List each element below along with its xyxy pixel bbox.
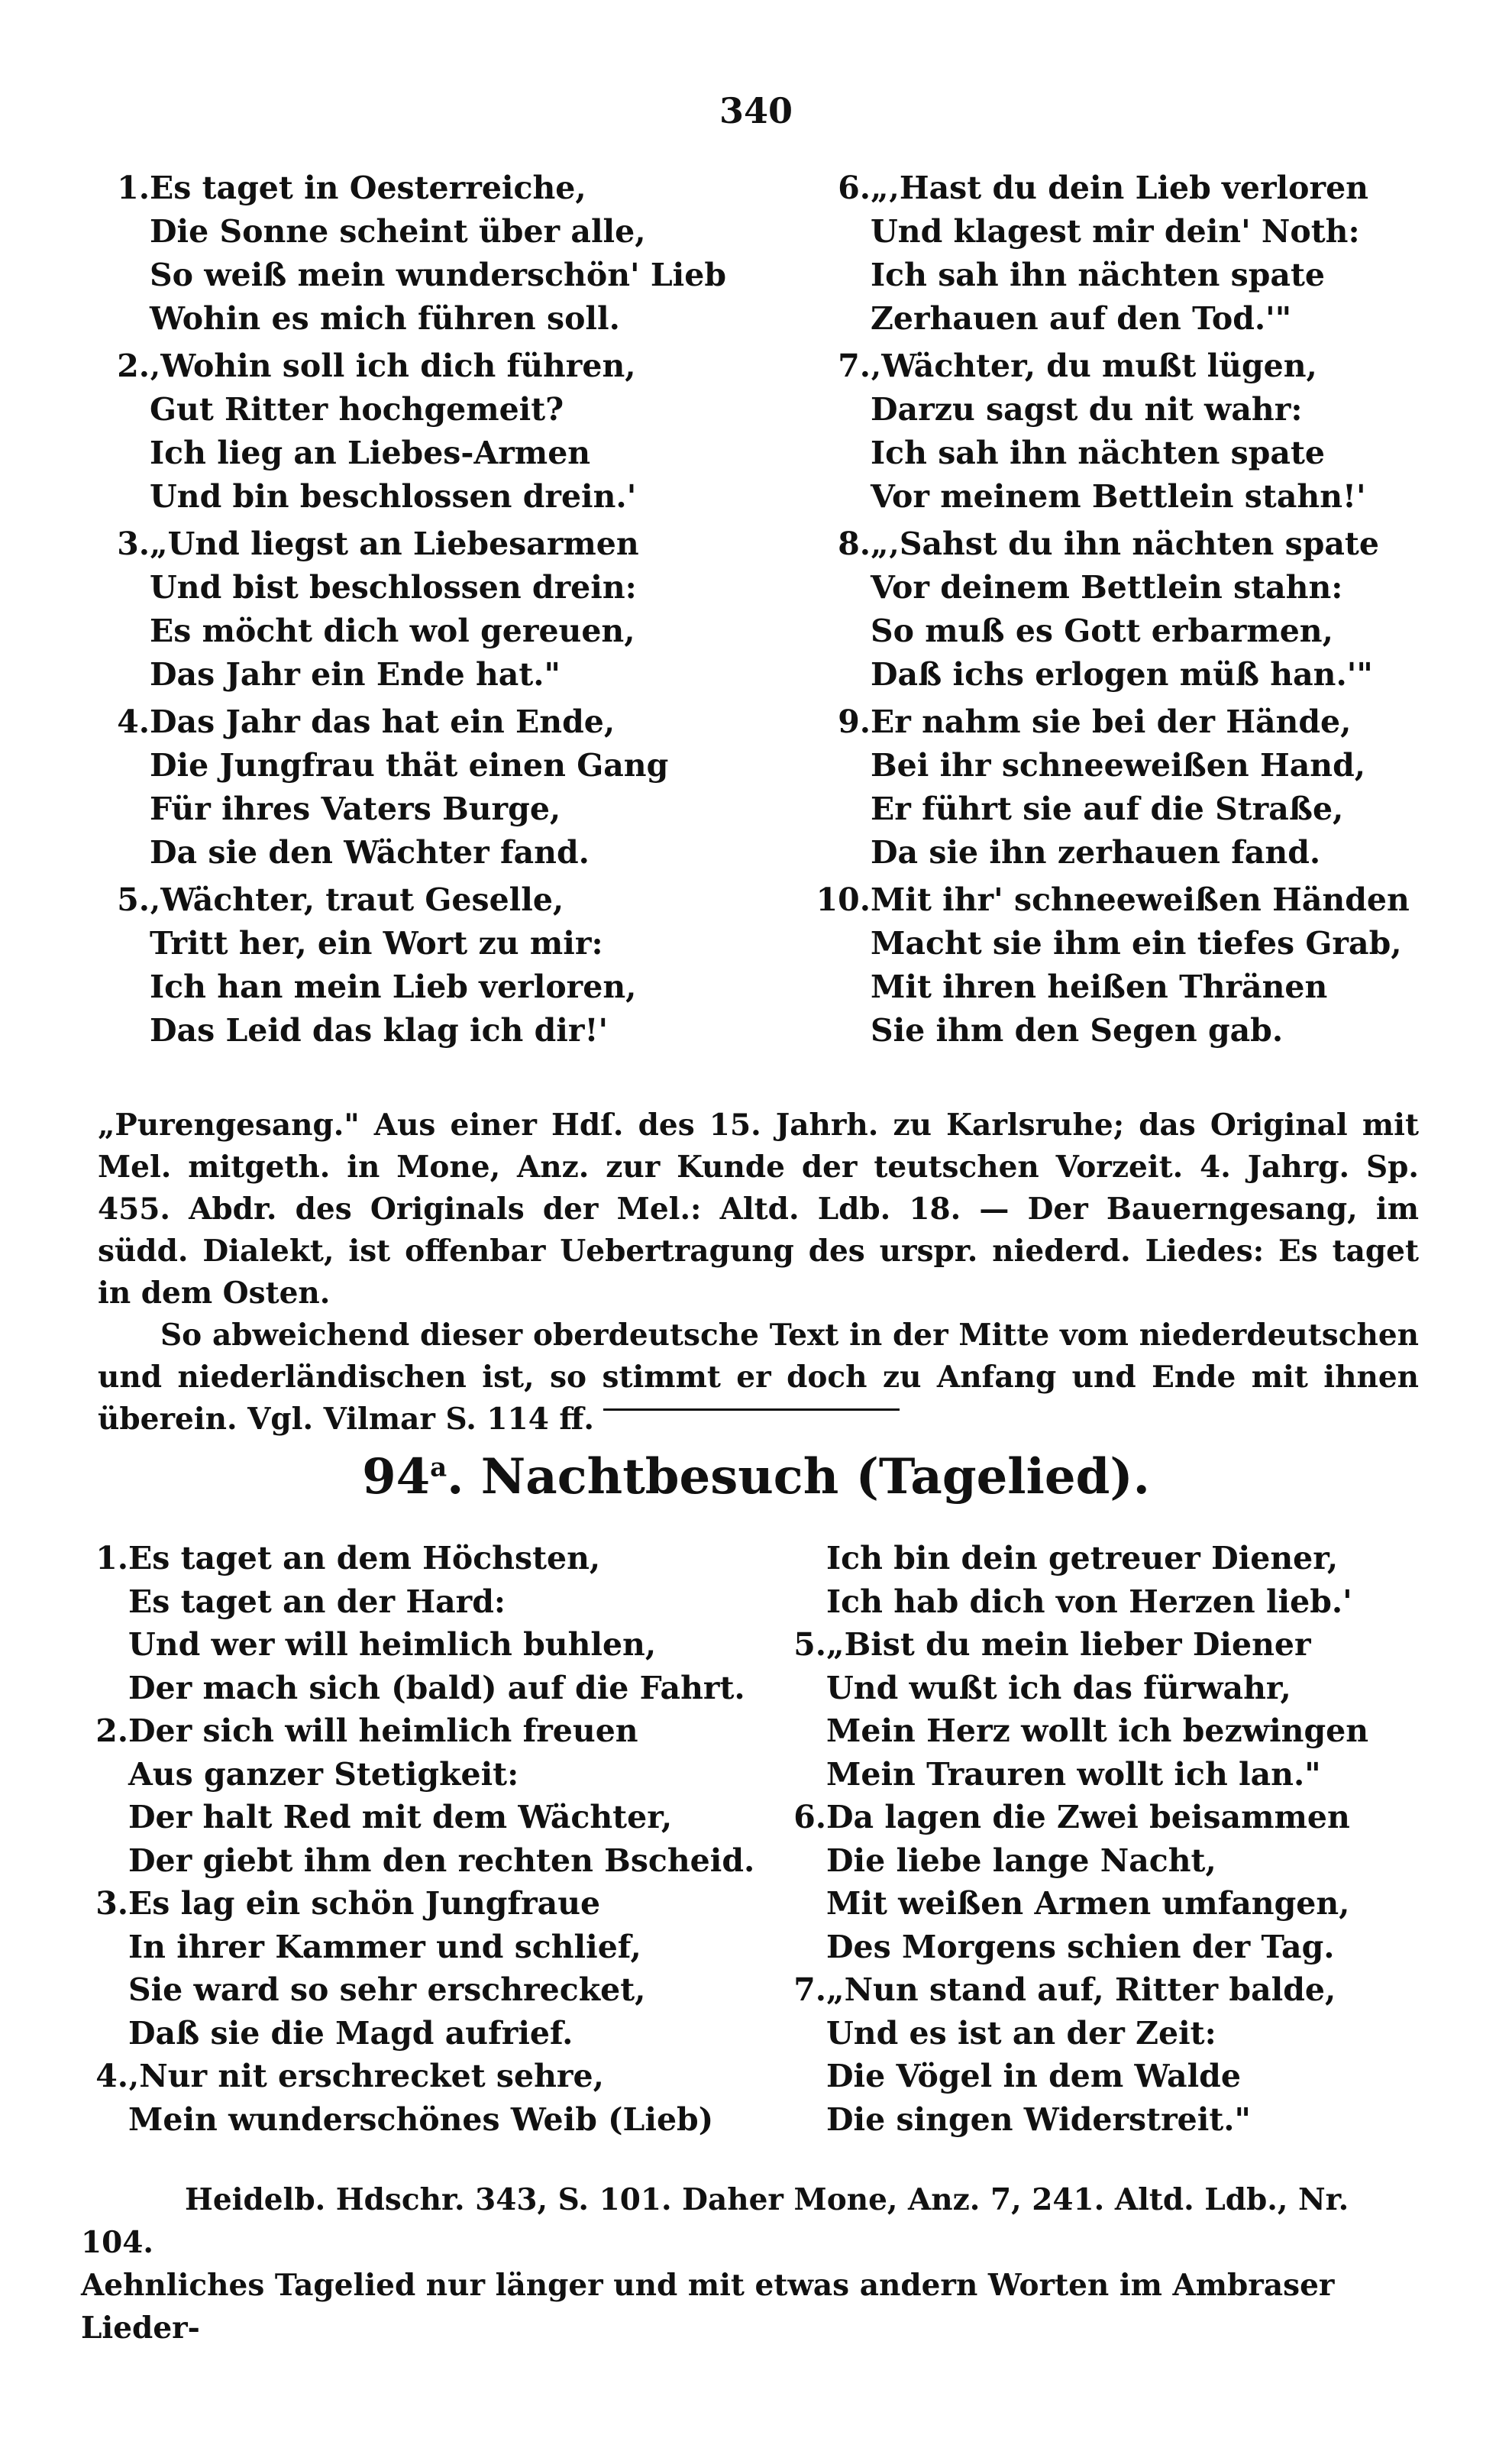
verse-line xyxy=(81,1709,754,1753)
stanza-number: 1. xyxy=(95,1540,128,1576)
verse-text: Und es ist an der Zeit: xyxy=(826,2014,1216,2052)
verse-text: Bei ihr schneeweißen Hand, xyxy=(871,747,1366,784)
stanza xyxy=(81,1882,754,2055)
verse-text: Sie ihm den Segen gab. xyxy=(871,1012,1284,1049)
verse-text: ‚Wächter, traut Geselle, xyxy=(150,881,564,918)
verse-line xyxy=(81,1839,754,1883)
verse-line xyxy=(98,297,726,341)
heading-number: 94 xyxy=(362,1448,431,1505)
verse-line xyxy=(787,432,1410,475)
stanza-number: 4. xyxy=(95,2058,128,2094)
verse-text: Das Jahr das hat ein Ende, xyxy=(150,703,615,740)
verse-text: Der halt Red mit dem Wächter, xyxy=(128,1799,673,1835)
verse-text: Ich bin dein getreuer Diener, xyxy=(826,1540,1339,1576)
verse-text: „‚Hast du dein Lieb verloren xyxy=(871,170,1368,206)
verse-line xyxy=(779,2055,1368,2098)
verse-line xyxy=(787,344,1410,388)
verse-line xyxy=(81,1623,754,1667)
verse-line xyxy=(81,1926,754,1969)
heading-title: . Nachtbesuch (Tagelied). xyxy=(447,1448,1150,1505)
verse-line xyxy=(787,831,1410,875)
verse-line xyxy=(787,167,1410,210)
verse-text: Die singen Widerstreit." xyxy=(826,2100,1251,2138)
verse-line xyxy=(98,475,726,519)
verse-text: Die Vögel in dem Walde xyxy=(826,2058,1241,2094)
verse-text: Wohin es mich führen soll. xyxy=(150,300,620,337)
verse-text: ‚Wächter, du mußt lügen, xyxy=(871,348,1317,384)
verse-line xyxy=(779,1753,1368,1796)
verse-text: Mit ihr' schneeweißen Händen xyxy=(871,881,1410,918)
verse-line xyxy=(787,700,1410,744)
stanza-number: 1. xyxy=(117,170,150,206)
verse-line xyxy=(779,1796,1368,1839)
source-line-1: Heidelb. Hdschr. 343, S. 101. Daher Mone, Anz. 7, 241. Altd. Ldb., Nr. 104. xyxy=(81,2182,1349,2260)
stanza-number: 7. xyxy=(838,348,871,384)
commentary-paragraph-1: „Purengesang." Aus einer Hdſ. des 15. Jahrh. zu Karlsruhe; das Original mit Mel. mitgeth. in Mone, Anz. zur Kunde der teutschen Vorzeit. 4. Jahrg. Sp. 455. Abdr. des Originals der Mel.: Altd. Ldb. 18. — Der Bauerngesang, im südd. Dialekt, ist offenbar Uebertragung des urspr. niederd. Liedes: Es taget in dem Osten. xyxy=(98,1108,1419,1311)
verse-line xyxy=(779,1537,1368,1580)
stanza xyxy=(98,344,726,519)
verse-line xyxy=(81,1882,754,1926)
verse-text: Für ihres Vaters Burge, xyxy=(150,791,561,827)
commentary-paragraph-2: So abweichend dieser oberdeutsche Text in der Mitte vom niederdeutschen und niederländischen ist, so stimmt er doch zu Anfang und Ende mit ihnen überein. Vgl. Vilmar S. 114 ff. xyxy=(98,1318,1419,1437)
verse-text: ‚Wohin soll ich dich führen, xyxy=(150,348,636,384)
verse-text: Ich sah ihn nächten spate xyxy=(871,435,1326,471)
verse-line xyxy=(98,388,726,432)
stanza xyxy=(787,522,1410,697)
verse-text: Tritt her, ein Wort zu mir: xyxy=(150,925,603,962)
verse-line xyxy=(787,1009,1410,1053)
poem2-column-left xyxy=(81,1537,754,2141)
verse-text: Des Morgens schien der Tag. xyxy=(826,1928,1335,1965)
verse-line xyxy=(98,653,726,697)
verse-text: ‚Nur nit erschrecket sehre, xyxy=(128,2058,604,2094)
verse-line xyxy=(779,1968,1368,2012)
verse-line xyxy=(787,254,1410,297)
stanza-number: 5. xyxy=(793,1626,826,1663)
page-number: 340 xyxy=(719,90,793,131)
verse-text: Aus ganzer Stetigkeit: xyxy=(128,1755,519,1793)
verse-line xyxy=(98,167,726,210)
verse-text: Und klagest mir dein' Noth: xyxy=(871,213,1360,250)
verse-line xyxy=(779,2098,1368,2142)
verse-line xyxy=(81,2055,754,2098)
section-heading xyxy=(0,1448,1512,1505)
stanza-number: 9. xyxy=(838,703,871,740)
verse-line xyxy=(779,1926,1368,1969)
verse-line xyxy=(779,1667,1368,1710)
verse-line xyxy=(779,2012,1368,2055)
verse-line xyxy=(787,922,1410,965)
verse-text: Es taget an dem Höchsten, xyxy=(128,1540,601,1576)
stanza xyxy=(81,1537,754,1709)
stanza xyxy=(787,878,1410,1053)
section-divider xyxy=(603,1408,900,1411)
verse-text: „Und liegst an Liebesarmen xyxy=(150,525,639,562)
verse-line xyxy=(98,254,726,297)
verse-line xyxy=(98,922,726,965)
stanza-number: 2. xyxy=(95,1712,128,1749)
poem-column-left xyxy=(98,167,726,1053)
verse-line xyxy=(787,566,1410,610)
verse-line xyxy=(787,878,1410,922)
verse-line xyxy=(81,1753,754,1796)
verse-line xyxy=(787,522,1410,566)
stanza xyxy=(779,1623,1368,1796)
stanza xyxy=(779,1968,1368,2141)
stanza xyxy=(779,1537,1368,1623)
verse-line xyxy=(787,787,1410,831)
verse-line xyxy=(98,1009,726,1053)
verse-line xyxy=(787,610,1410,653)
verse-line xyxy=(779,1839,1368,1883)
verse-line xyxy=(81,2098,754,2142)
verse-text: So muß es Gott erbarmen, xyxy=(871,613,1333,649)
verse-text: Die Jungfrau thät einen Gang xyxy=(150,747,669,784)
stanza xyxy=(98,167,726,341)
source-line-2: Aehnliches Tagelied nur länger und mit etwas andern Worten im Ambraser Lieder- xyxy=(81,2268,1335,2346)
verse-text: Und wer will heimlich buhlen, xyxy=(128,1626,657,1663)
verse-line xyxy=(98,965,726,1009)
verse-line xyxy=(787,653,1410,697)
verse-text: Vor deinem Bettlein stahn: xyxy=(871,569,1343,606)
verse-line xyxy=(98,700,726,744)
commentary-note xyxy=(98,1104,1419,1441)
stanza-number: 7. xyxy=(793,1971,826,2008)
verse-text: Ich lieg an Liebes-Armen xyxy=(150,435,591,471)
verse-text: Darzu sagst du nit wahr: xyxy=(871,391,1303,428)
verse-line xyxy=(787,297,1410,341)
stanza xyxy=(98,878,726,1053)
verse-line xyxy=(98,787,726,831)
stanza-number: 5. xyxy=(117,881,150,918)
verse-text: Zerhauen auf den Tod.'" xyxy=(871,300,1292,337)
stanza-number: 2. xyxy=(117,348,150,384)
verse-text: Die Sonne scheint über alle, xyxy=(150,213,646,250)
verse-text: Vor meinem Bettlein stahn!' xyxy=(871,478,1366,515)
stanza-number: 6. xyxy=(838,170,871,206)
stanza xyxy=(98,522,726,697)
verse-line xyxy=(81,1667,754,1710)
verse-text: Ich han mein Lieb verloren, xyxy=(150,969,637,1005)
verse-line xyxy=(787,965,1410,1009)
stanza-number: 4. xyxy=(117,703,150,740)
verse-text: Daß sie die Magd aufrief. xyxy=(128,2014,573,2052)
stanza-number: 8. xyxy=(838,525,871,562)
verse-line xyxy=(98,831,726,875)
verse-text: Die liebe lange Nacht, xyxy=(826,1842,1216,1879)
verse-line xyxy=(98,522,726,566)
verse-text: Er nahm sie bei der Hände, xyxy=(871,703,1352,740)
verse-line xyxy=(98,878,726,922)
verse-text: Das Jahr ein Ende hat." xyxy=(150,656,561,693)
verse-line xyxy=(779,1882,1368,1926)
verse-line xyxy=(98,344,726,388)
verse-text: Und bin beschlossen drein.' xyxy=(150,478,637,515)
verse-text: Mein Trauren wollt ich lan." xyxy=(826,1755,1321,1793)
stanza xyxy=(81,2055,754,2141)
verse-text: Das Leid das klag ich dir!' xyxy=(150,1012,609,1049)
verse-text: Daß ichs erlogen müß han.'" xyxy=(871,656,1373,693)
stanza-number: 10. xyxy=(816,881,871,918)
verse-text: Der sich will heimlich freuen xyxy=(128,1712,638,1749)
verse-text: Mein wunderschönes Weib (Lieb) xyxy=(128,2100,714,2138)
verse-text: Der giebt ihm den rechten Bscheid. xyxy=(128,1842,755,1879)
verse-line xyxy=(779,1623,1368,1667)
verse-text: Sie ward so sehr erschrecket, xyxy=(128,1971,646,2008)
source-note xyxy=(81,2178,1419,2349)
stanza-number: 3. xyxy=(95,1885,128,1922)
verse-line xyxy=(787,210,1410,254)
verse-text: Gut Ritter hochgemeit? xyxy=(150,391,564,428)
stanza xyxy=(787,700,1410,875)
verse-line xyxy=(779,1709,1368,1753)
verse-line xyxy=(81,2012,754,2055)
verse-text: „Nun stand auf, Ritter balde, xyxy=(826,1971,1336,2008)
verse-text: Mit weißen Armen umfangen, xyxy=(826,1885,1350,1922)
verse-text: Es taget an der Hard: xyxy=(128,1583,506,1620)
verse-text: Und wußt ich das fürwahr, xyxy=(826,1669,1291,1706)
verse-text: Es möcht dich wol gereuen, xyxy=(150,613,635,649)
verse-line xyxy=(787,475,1410,519)
verse-text: Er führt sie auf die Straße, xyxy=(871,791,1344,827)
verse-text: Ich sah ihn nächten spate xyxy=(871,257,1326,293)
verse-text: So weiß mein wunderschön' Lieb xyxy=(150,257,726,293)
verse-line xyxy=(98,744,726,787)
stanza xyxy=(98,700,726,875)
stanza xyxy=(81,1709,754,1882)
verse-text: Der mach sich (bald) auf die Fahrt. xyxy=(128,1669,745,1706)
verse-text: Es lag ein schön Jungfraue xyxy=(128,1885,601,1922)
verse-text: Macht sie ihm ein tiefes Grab, xyxy=(871,925,1402,962)
verse-line xyxy=(81,1580,754,1624)
verse-text: Da lagen die Zwei beisammen xyxy=(826,1799,1350,1835)
verse-text: Mit ihren heißen Thränen xyxy=(871,969,1328,1005)
verse-text: Und bist beschlossen drein: xyxy=(150,569,637,606)
verse-line xyxy=(787,744,1410,787)
stanza xyxy=(779,1796,1368,1968)
poem2-column-right xyxy=(779,1537,1368,2141)
stanza-number: 6. xyxy=(793,1799,826,1835)
stanza-number: 3. xyxy=(117,525,150,562)
verse-line xyxy=(787,388,1410,432)
verse-line xyxy=(779,1580,1368,1624)
verse-text: Ich hab dich von Herzen lieb.' xyxy=(826,1583,1352,1620)
heading-superscript: a xyxy=(430,1452,447,1483)
poem-column-right xyxy=(787,167,1410,1053)
verse-text: Da sie ihn zerhauen fand. xyxy=(871,834,1321,871)
stanza xyxy=(787,344,1410,519)
verse-line xyxy=(81,1796,754,1839)
verse-line xyxy=(98,432,726,475)
verse-text: Mein Herz wollt ich bezwingen xyxy=(826,1712,1369,1749)
stanza xyxy=(787,167,1410,341)
verse-text: In ihrer Kammer und schlief, xyxy=(128,1928,641,1965)
verse-line xyxy=(81,1968,754,2012)
verse-text: „Bist du mein lieber Diener xyxy=(826,1626,1311,1663)
verse-text: Es taget in Oesterreiche, xyxy=(150,170,586,206)
verse-line xyxy=(81,1537,754,1580)
verse-line xyxy=(98,566,726,610)
verse-line xyxy=(98,610,726,653)
verse-text: „‚Sahst du ihn nächten spate xyxy=(871,525,1379,562)
verse-line xyxy=(98,210,726,254)
verse-text: Da sie den Wächter fand. xyxy=(150,834,590,871)
